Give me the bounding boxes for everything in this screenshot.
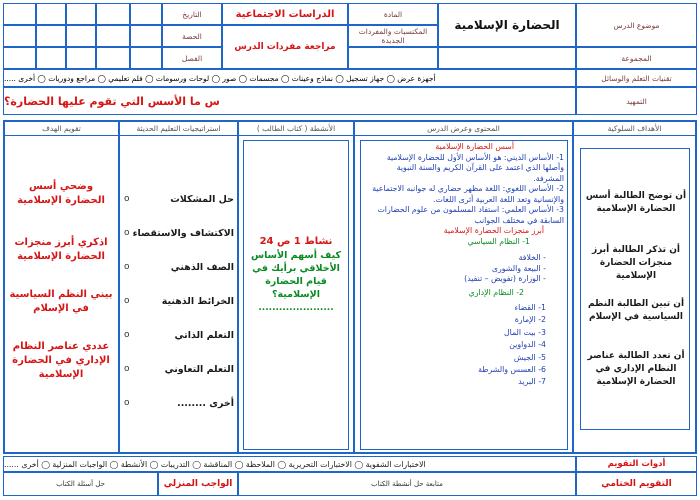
tech-items-text: أجهزة عرض ◯ جهاز تسجيل ◯ نماذج وعينات ◯ مجسمات ◯ صور ◯ لوحات ورسومات ◯ فلم تعليمي ◯ مراجع ودوريات ◯ أخرى ..... (4, 73, 436, 83)
date-cell-4[interactable] (36, 3, 66, 25)
admin-item-3: 3- بيت المال (503, 327, 546, 337)
content-title: أسس الحضارة الإسلامية (435, 142, 514, 151)
new-vocab-label: المكتسبات والمفردات الجديدة (348, 25, 438, 47)
objective-2: أن تذكر الطالبة أبرز منجزات الحضارة الإسلامية (592, 245, 680, 281)
strategy-label: الخرائط الذهنية (161, 295, 234, 307)
objective-3: أن تبين الطالبة النظم السياسية في الإسلام (587, 299, 685, 322)
objective-1: أن توضح الطالبة أسس الحضارة الإسلامية (585, 191, 687, 214)
tech-items[interactable] (3, 69, 576, 87)
group-label: المجموعة (576, 47, 697, 69)
intro-label: التمهيد (576, 87, 697, 115)
topic-value: الحضارة الإسلامية (438, 3, 576, 47)
col-strategies-header: استراتيجيات التعليم الحديثة (120, 122, 237, 136)
tech-label: تقنيات التعلم والوسائل (576, 69, 697, 87)
col-objectives-header: الأهداف السلوكية (574, 122, 695, 136)
strategy-row[interactable] (124, 182, 234, 216)
strategies-list (124, 182, 234, 420)
divider (353, 120, 355, 454)
strategy-label: الاكتشاف والاستقصاء (132, 227, 234, 239)
strategy-checkbox[interactable]: o (124, 194, 130, 204)
date-label: التاريخ (162, 3, 222, 25)
strategy-row[interactable] (124, 250, 234, 284)
activity-line2: كيف أسهم الأساس الأخلاقي برأيك في قيام الحضارة الإسلامية؟ (251, 250, 341, 300)
strategy-checkbox[interactable]: o (124, 228, 130, 238)
admin-item-1: 1- القضاء (514, 303, 546, 312)
content-body (364, 142, 564, 389)
new-vocab-value: مراجعة مفردات الدرس (222, 25, 348, 69)
intro-value: س ما الأسس التي تقوم عليها الحضارة؟ (3, 87, 576, 115)
strategy-row[interactable] (124, 318, 234, 352)
col-content-header: المحتوى وعرض الدرس (355, 122, 572, 136)
political-item-1: - الخلافة (518, 253, 546, 262)
tools-items-text: الاختبارات الشفوية ◯ الاختبارات التحريرية ◯ الملاحظة ◯ المناقشة ◯ التدريبات ◯ الأنشطة ◯ الواجبات المنزلية ◯ أخرى ...... (4, 459, 426, 469)
political-item-3: - الوزارة (تفويض – تنفيذ) (464, 274, 546, 283)
strategy-checkbox[interactable]: o (124, 330, 130, 340)
evaluation-2: اذكري أبرز منجزات الحضارة الإسلامية (14, 237, 108, 262)
admin-title: 2- النظام الإداري (468, 287, 524, 297)
admin-item-2: 2- الإمارة (514, 315, 546, 325)
subject-label: المادة (348, 3, 438, 25)
session-cell-4[interactable] (36, 25, 66, 47)
content-item-3: 3- الأساس العلمي: استفاد المسلمون من علوم الحضارات السابقة في مختلف الجوانب (377, 205, 564, 225)
strategy-label: أخرى ........ (177, 397, 234, 409)
class-cell-4[interactable] (36, 47, 66, 69)
strategy-checkbox[interactable]: o (124, 364, 130, 374)
strategy-row[interactable] (124, 216, 234, 250)
strategy-label: التعلم الذاتي (174, 329, 234, 341)
tools-label: أدوات التقويم (576, 456, 697, 472)
session-cell-2[interactable] (96, 25, 130, 47)
divider (572, 120, 574, 454)
class-cell-3[interactable] (66, 47, 96, 69)
tools-items[interactable] (3, 456, 576, 472)
political-title: 1- النظام السياسي (467, 236, 530, 246)
final-label: التقويم الختامي (576, 472, 697, 496)
evaluation-3: بيني النظم السياسية في الإسلام (9, 289, 113, 314)
admin-item-7: 7- البريد (518, 377, 546, 387)
strategy-row[interactable] (124, 284, 234, 318)
col-evaluation-header: تقويم الهدف (5, 122, 118, 136)
date-cell-1[interactable] (130, 3, 162, 25)
class-cell-1[interactable] (130, 47, 162, 69)
strategy-checkbox[interactable]: o (124, 296, 130, 306)
admin-item-5: 5- الجيش (513, 352, 546, 362)
strategy-checkbox[interactable]: o (124, 398, 130, 408)
divider (118, 120, 120, 454)
topic-label: موضوع الدرس (576, 3, 697, 47)
admin-item-4: 4- الدواوين (509, 340, 546, 350)
homework-value: حل أسئلة الكتاب (3, 472, 158, 496)
subject-value: الدراسات الاجتماعية (222, 3, 348, 25)
political-item-2: - البيعة والشورى (491, 263, 546, 273)
session-cell-3[interactable] (66, 25, 96, 47)
class-cell-2[interactable] (96, 47, 130, 69)
activity-line1: نشاط 1 ص 24 (259, 236, 333, 247)
class-cell-5[interactable] (3, 47, 36, 69)
content-item-1: 1- الأساس الديني: هو الأساس الأول للحضارة الإسلامية وأصلها الذي اعتمد على القرآن الكريم والسنة النبوية المشرفة. (386, 152, 564, 183)
col-activities-header: الأنشطة ( كتاب الطالب ) (239, 122, 353, 136)
homework-label: الواجب المنزلي (158, 472, 238, 496)
class-label: الفصل (162, 47, 222, 69)
final-value: متابعة حل أنشطة الكتاب (238, 472, 576, 496)
evaluation-4: عددي عناصر النظام الإداري في الحضارة الإسلامية (12, 341, 110, 380)
content-item-2: 2- الأساس اللغوي: اللغة مظهر حضاري له جوانبه الاجتماعية والإنسانية وتعد اللغة العربية أثرى اللغات. (372, 184, 564, 204)
admin-item-6: 6- العسس والشرطة (478, 365, 546, 375)
vocab-cell (348, 47, 438, 69)
strategy-row[interactable] (124, 386, 234, 420)
date-cell-3[interactable] (66, 3, 96, 25)
activity-dots: ...................... (258, 303, 334, 313)
achievements-title: أبرز منجزات الحضارة الإسلامية (443, 226, 544, 235)
session-cell-5[interactable] (3, 25, 36, 47)
evaluation-1: وضحي أسس الحضارة الإسلامية (17, 181, 105, 206)
divider (237, 120, 239, 454)
strategy-label: التعلم التعاوني (164, 363, 234, 375)
strategy-label: حل المشكلات (170, 193, 234, 205)
activity-block (246, 236, 346, 313)
group-value[interactable] (438, 47, 576, 69)
strategy-checkbox[interactable]: o (124, 262, 130, 272)
date-cell-2[interactable] (96, 3, 130, 25)
strategy-row[interactable] (124, 352, 234, 386)
session-cell-1[interactable] (130, 25, 162, 47)
date-cell-5[interactable] (3, 3, 36, 25)
objective-4: أن تعدد الطالبة عناصر النظام الإداري في الحضارة الإسلامية (587, 351, 685, 387)
strategy-label: الصف الذهني (170, 261, 234, 273)
session-label: الحصة (162, 25, 222, 47)
